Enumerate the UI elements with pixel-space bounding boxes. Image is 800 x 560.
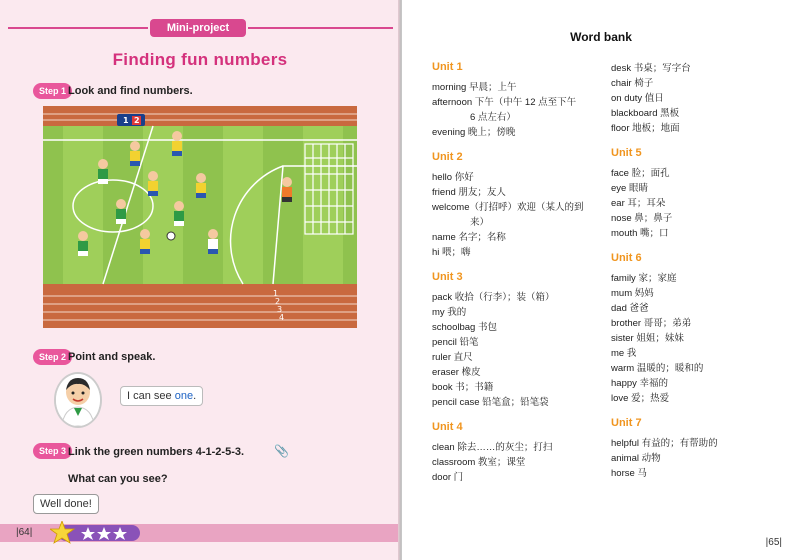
word-entry: mum 妈妈 — [611, 288, 654, 299]
page-number-right: |65| — [765, 537, 782, 548]
word-entry: name 名字；名称 — [432, 232, 506, 243]
word-entry: pencil case 铅笔盒；铅笔袋 — [432, 397, 549, 408]
word-entry: welcome（打招呼）欢迎（某人的到 — [432, 202, 584, 213]
word-entry: ear 耳；耳朵 — [611, 198, 666, 209]
mini-project-banner: Mini-project — [150, 19, 246, 37]
page-number-left: |64| — [16, 527, 33, 538]
word-entry: mouth 嘴；口 — [611, 228, 669, 239]
step-2-badge: Step 2 — [33, 349, 72, 365]
word-entry: eraser 橡皮 — [432, 367, 481, 378]
word-entry: my 我的 — [432, 307, 467, 318]
word-entry: nose 鼻；鼻子 — [611, 213, 673, 224]
banner-rule-left — [8, 27, 148, 29]
word-entry: classroom 教室；课堂 — [432, 457, 526, 468]
word-entry: pencil 铅笔 — [432, 337, 479, 348]
word-entry: door 门 — [432, 472, 464, 483]
well-done-label: Well done! — [33, 494, 99, 514]
word-entry: me 我 — [611, 348, 637, 359]
unit-heading: Unit 4 — [432, 421, 463, 433]
track-number-3: 3 — [277, 305, 283, 314]
banner-rule-right — [248, 27, 393, 29]
word-entry: morning 早晨；上午 — [432, 82, 517, 93]
word-entry: family 家；家庭 — [611, 273, 677, 284]
word-entry: chair 椅子 — [611, 78, 654, 89]
word-entry: blackboard 黑板 — [611, 108, 680, 119]
step-1-text: Look and find numbers. — [68, 85, 193, 97]
word-bank-column-left — [432, 61, 612, 485]
word-bank-column-right — [611, 61, 791, 481]
bubble-text: I can see — [127, 390, 175, 402]
word-entry: floor 地板；地面 — [611, 123, 680, 134]
word-entry: afternoon 下午（中午 12 点至下午 — [432, 97, 577, 108]
word-entry: schoolbag 书包 — [432, 322, 497, 333]
word-entry: happy 幸福的 — [611, 378, 669, 389]
word-entry: book 书；书籍 — [432, 382, 494, 393]
paperclip-icon: 📎 — [274, 444, 289, 458]
word-entry: warm 温暖的；暖和的 — [611, 363, 704, 374]
word-entry: eye 眼睛 — [611, 183, 648, 194]
word-entry: evening 晚上；傍晚 — [432, 127, 516, 138]
word-entry: 来） — [470, 217, 490, 228]
word-entry: ruler 直尺 — [432, 352, 473, 363]
word-entry: horse 马 — [611, 468, 647, 479]
word-entry: face 脸；面孔 — [611, 168, 670, 179]
word-entry: 6 点左右） — [470, 112, 516, 123]
bubble-highlight: one — [174, 390, 194, 402]
word-entry: on duty 值日 — [611, 93, 664, 104]
step-2-text: Point and speak. — [68, 351, 156, 363]
track-number-1: 1 — [273, 289, 279, 298]
unit-heading: Unit 5 — [611, 147, 642, 159]
track-number-2: 2 — [275, 297, 281, 306]
word-entry: dad 爸爸 — [611, 303, 649, 314]
scoreboard-left: 1 — [123, 116, 129, 125]
rating-stars — [50, 521, 140, 545]
speech-bubble — [120, 386, 203, 406]
word-entry: friend 朋友；友人 — [432, 187, 506, 198]
word-entry: desk 书桌；写字台 — [611, 63, 691, 74]
word-entry: hi 喂；嗨 — [432, 247, 471, 258]
word-entry: clean 除去……的灰尘；打扫 — [432, 442, 553, 453]
word-entry: love 爱；热爱 — [611, 393, 670, 404]
unit-heading: Unit 6 — [611, 252, 642, 264]
right-page — [402, 0, 800, 560]
unit-heading: Unit 1 — [432, 61, 463, 73]
scoreboard-right: 2 — [134, 116, 140, 125]
unit-heading: Unit 7 — [611, 417, 642, 429]
step-3-badge: Step 3 — [33, 443, 72, 459]
track-number-4: 4 — [279, 313, 285, 322]
page-title: Finding fun numbers — [112, 50, 288, 69]
word-entry: sister 姐姐；妹妹 — [611, 333, 684, 344]
unit-heading: Unit 3 — [432, 271, 463, 283]
boy-avatar — [54, 372, 102, 428]
bubble-end: . — [193, 390, 197, 402]
football-field-illustration — [43, 106, 357, 328]
word-bank-title: Word bank — [570, 30, 632, 44]
step-1-badge: Step 1 — [33, 83, 72, 99]
word-entry: helpful 有益的；有帮助的 — [611, 438, 718, 449]
word-entry: brother 哥哥；弟弟 — [611, 318, 692, 329]
word-entry: animal 动物 — [611, 453, 661, 464]
step-3-text: Link the green numbers 4-1-2-5-3. — [68, 446, 245, 458]
unit-heading: Unit 2 — [432, 151, 463, 163]
word-entry: pack 收拾（行李）；装（箱） — [432, 292, 555, 303]
field-svg — [43, 106, 357, 328]
question-text: What can you see? — [68, 473, 168, 485]
word-entry: hello 你好 — [432, 172, 474, 183]
